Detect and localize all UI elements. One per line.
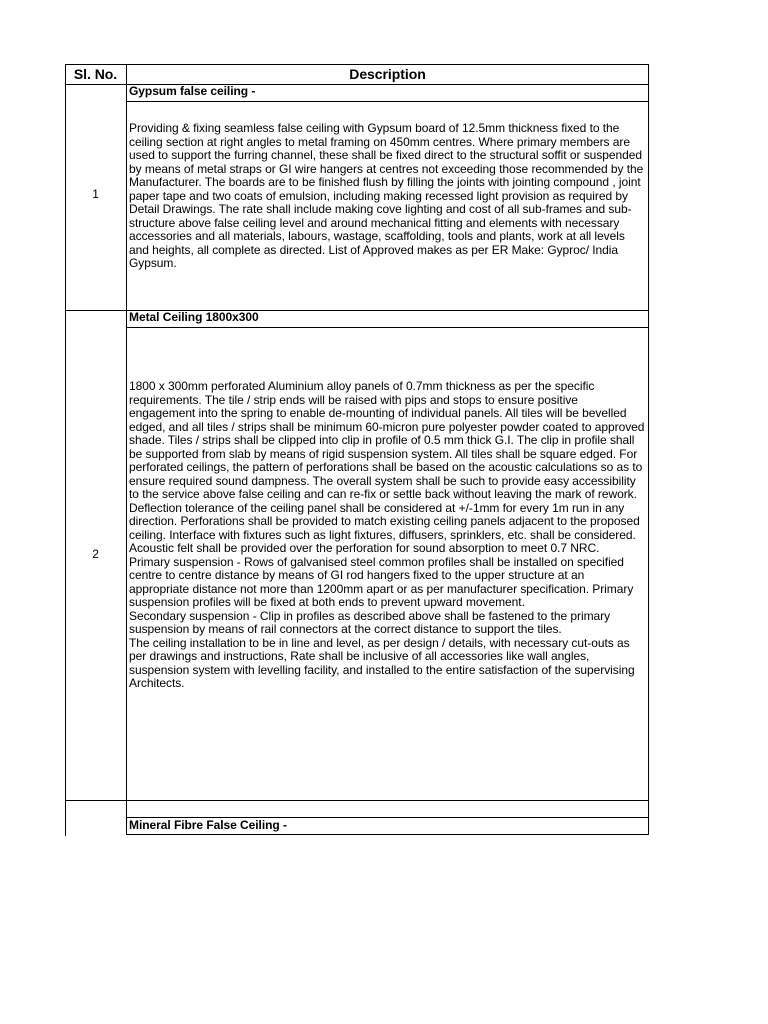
item-title: Metal Ceiling 1800x300 xyxy=(129,310,259,324)
row-border xyxy=(126,101,649,102)
row-border xyxy=(126,834,649,835)
row-border xyxy=(65,800,649,801)
boq-table xyxy=(65,64,649,836)
row-border xyxy=(126,327,649,328)
col-border xyxy=(65,64,66,836)
item-title: Mineral Fibre False Ceiling - xyxy=(129,818,287,832)
header-sl-no: Sl. No. xyxy=(73,66,118,82)
item-description xyxy=(127,122,648,271)
description-paragraph: The ceiling installation to be in line and level, as per design / details, with necessary cut-outs as per drawings and instructions, Rate shall be inclusive of all accessories like wall angles, suspension system with levelling facility, and installed to the entire satisfaction of the supervising Architects. xyxy=(129,635,635,690)
sl-no-cell: 1 xyxy=(92,187,99,201)
sl-no-cell: 2 xyxy=(92,547,99,561)
item-title: Gypsum false ceiling - xyxy=(129,84,256,98)
description-paragraph: 1800 x 300mm perforated Aluminium alloy panels of 0.7mm thickness as per the specific requirements. The tile / strip ends will be raised with pips and stops to ensure positive engagement into the spring to enable de-mounting of individual panels. All tiles will be bevelled edged, and all tiles / strips shall be minimum 60-micron pure polyester powder coated to approved shade. Tiles / strips shall be clipped into clip in profile of 0.5 mm thick G.I. The clip in profile shall be supported from slab by means of rigid suspension system. All tiles shall be square edged. For perforated ceilings, the pattern of perforations shall be based on the acoustic calculations so as to ensure required sound dampness. The overall system shall be such to provide easy accessibility to the service above false ceiling and can re-fix or settle back without leaving the mark of rework. Deflection tolerance of the ceiling panel shall be considered at +/-1mm for every 1m run in any direction. Perforations shall be provided to match existing ceiling panels adjacent to the proposed ceiling. Interface with fixtures such as light fixtures, diffusers, sprinklers, etc. shall be considered. Acoustic felt shall be provided over the perforation for sound absorption to meet 0.7 NRC. xyxy=(129,379,645,555)
description-paragraph: Providing & fixing seamless false ceiling with Gypsum board of 12.5mm thickness fixed to the ceiling section at right angles to metal framing on 450mm centres. Where primary members are used to support the furring channel, these shall be fixed direct to the structural soffit or suspended by means of metal straps or GI wire hangers at centres not exceeding those recommended by the Manufacturer. The boards are to be finished flush by filling the joints with jointing compound , joint paper tape and two coats of emulsion, including making recessed light provision as required by Detail Drawings. The rate shall include making cove lighting and cost of all sub-frames and sub-structure above false ceiling level and around mechanical fitting and elements with necessary accessories and all materials, labours, wastage, scaffolding, tools and plants, work at all levels and heights, all complete as directed. List of Approved makes as per ER Make: Gyproc/ India Gypsum. xyxy=(129,121,644,270)
item-description xyxy=(127,380,648,691)
description-paragraph: Secondary suspension - Clip in profiles as described above shall be fastened to the primary suspension by means of rail connectors at the correct distance to support the tiles. xyxy=(129,608,611,636)
header-description: Description xyxy=(349,66,426,82)
description-paragraph: Primary suspension - Rows of galvanised steel common profiles shall be installed on specified centre to centre distance by means of GI rod hangers fixed to the upper structure at an appropriate distance not more than 1200mm apart or as per manufacturer specification. Primary suspension profiles will be fixed at both ends to prevent upward movement. xyxy=(129,554,634,609)
col-border xyxy=(648,64,649,835)
